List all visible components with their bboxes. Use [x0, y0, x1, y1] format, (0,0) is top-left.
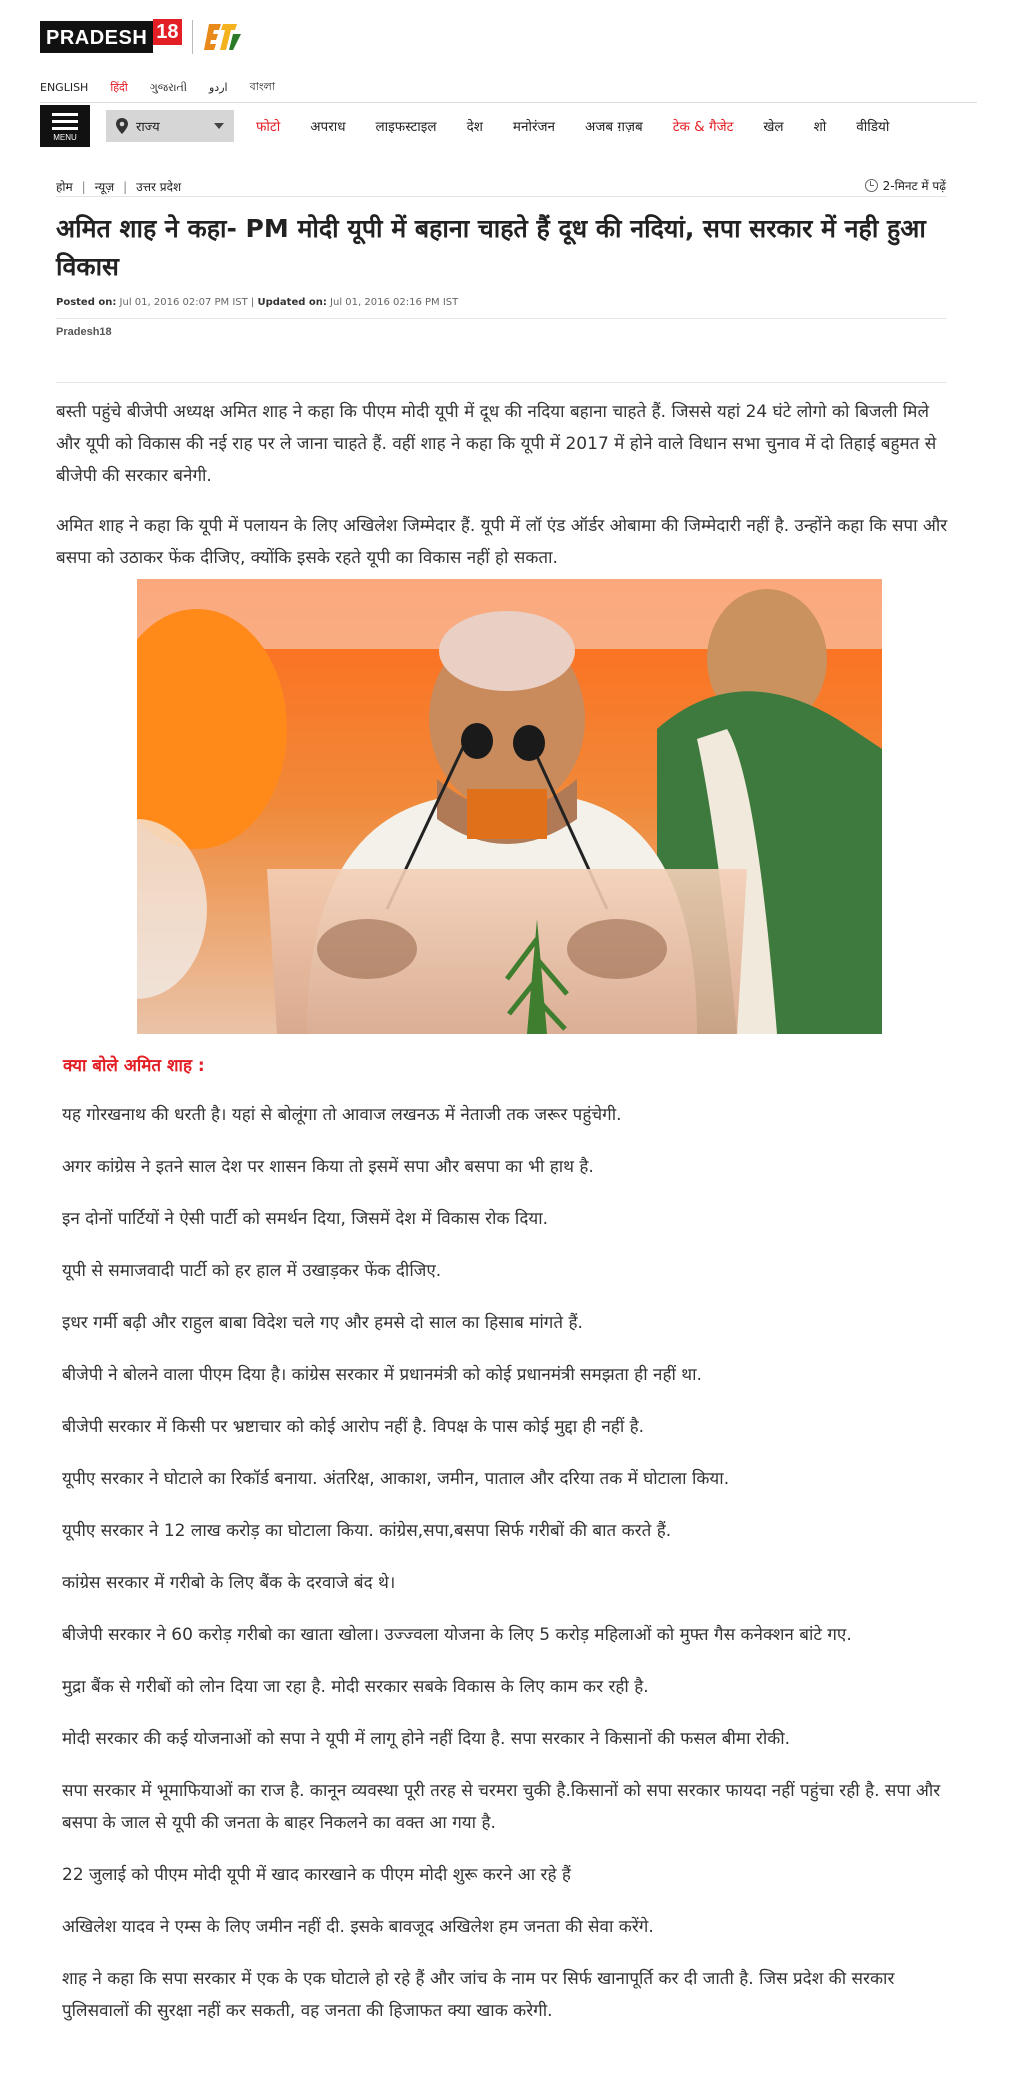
lang-urdu[interactable]: اردو [209, 81, 228, 94]
lang-hindi[interactable]: हिंदी [110, 81, 128, 94]
quote-item: यूपी से समाजवादी पार्टी को हर हाल में उखाड़कर फेंक दीजिए. [62, 1261, 442, 1281]
hamburger-icon-bar [52, 120, 78, 123]
nav-items [256, 117, 919, 135]
breadcrumb [56, 178, 181, 195]
logo-divider [192, 20, 193, 54]
breadcrumb-news[interactable]: न्यूज़ [94, 180, 115, 194]
clock-icon [865, 179, 878, 192]
meta-separator: | [250, 297, 258, 308]
posted-label: Posted on: [56, 297, 117, 308]
state-dropdown-value: राज्य [136, 120, 160, 135]
article-meta [56, 297, 458, 308]
breadcrumb-divider [56, 196, 946, 197]
quote-item: यूपीए सरकार ने 12 लाख करोड़ का घोटाला किया. कांग्रेस,सपा,बसपा सिर्फ गरीबों की बात करते हैं. [62, 1521, 672, 1541]
nav-item-lifestyle[interactable]: लाइफस्टाइल [375, 119, 437, 135]
nav-item-entertainment[interactable]: मनोरंजन [512, 119, 556, 135]
quote-item: अगर कांग्रेस ने इतने साल देश पर शासन किया तो इसमें सपा और बसपा का भी हाथ है. [62, 1157, 594, 1177]
nav-item-crime[interactable]: अपराध [310, 119, 346, 135]
language-switcher [40, 78, 297, 97]
quote-item: इन दोनों पार्टियों ने ऐसी पार्टी को समर्थन दिया, जिसमें देश में विकास रोक दिया. [62, 1209, 549, 1229]
lang-english[interactable]: ENGLISH [40, 81, 89, 94]
quote-item: सपा सरकार में भूमाफियाओं का राज है. कानून व्यवस्था पूरी तरह से चरमरा चुकी है.किसानों को सपा सरकार फायदा नहीं पहुंचा रही है. सपा और बसपा के जाल से यूपी की जनता के बाहर निकलने का वक्त आ गया है. [62, 1781, 941, 1833]
quote-item: शाह ने कहा कि सपा सरकार में एक के एक घोटाले हो रहे हैं और जांच के नाम पर सिर्फ खानापूर्ति कर दी जाती है. जिस प्रदेश की सरकार पुलिसवालों की सुरक्षा नहीं कर सकती, वह जनता की हिजाफत क्या खाक करेगी. [62, 1969, 895, 2021]
nav-item-photo[interactable]: फोटो [256, 119, 281, 135]
posted-date: Jul 01, 2016 02:07 PM IST [119, 297, 248, 308]
breadcrumb-separator: | [123, 179, 128, 194]
nav-item-weird[interactable]: अजब ग़ज़ब [585, 119, 643, 135]
site-logo[interactable] [40, 18, 243, 56]
header-divider [40, 102, 977, 103]
quote-item: बीजेपी सरकार में किसी पर भ्रष्टाचार को कोई आरोप नहीं है. विपक्ष के पास कोई मुद्दा ही नहीं है. [62, 1417, 645, 1437]
quote-item: मुद्रा बैंक से गरीबों को लोन दिया जा रहा है. मोदी सरकार सबके विकास के लिए काम कर रही है. [62, 1677, 649, 1697]
quote-item: कांग्रेस सरकार में गरीबो के लिए बैंक के दरवाजे बंद थे। [62, 1573, 396, 1593]
nav-item-show[interactable]: शो [813, 119, 827, 135]
nav-item-tech[interactable]: टेक & गैजेट [672, 119, 734, 135]
quote-item: अखिलेश यादव ने एम्स के लिए जमीन नहीं दी. इसके बावजूद अखिलेश हम जनता की सेवा करेंगे. [62, 1917, 654, 1937]
breadcrumb-up[interactable]: उत्तर प्रदेश [136, 180, 182, 194]
quote-item: मोदी सरकार की कई योजनाओं को सपा ने यूपी में लागू होने नहीं दिया है. सपा सरकार ने किसानों की फसल बीमा रोकी. [62, 1729, 791, 1749]
quote-item: बीजेपी ने बोलने वाला पीएम दिया है। कांग्रेस सरकार में प्रधानमंत्री को कोई प्रधानमंत्री समझता ही नहीं था. [62, 1365, 702, 1385]
breadcrumb-home[interactable]: होम [56, 180, 73, 194]
quote-item: बीजेपी सरकार ने 60 करोड़ गरीबो का खाता खोला। उज्ज्वला योजना के लिए 5 करोड़ महिलाओं को मुफ्त गैस कनेक्शन बांटे गए. [62, 1625, 852, 1645]
updated-label: Updated on: [257, 297, 327, 308]
article-paragraph: अमित शाह ने कहा कि यूपी में पलायन के लिए अखिलेश जिम्मेदार हैं. यूपी में लॉ एंड ऑर्डर ओबामा की जिम्मेदारी नहीं है. उन्होंने कहा कि सपा और बसपा को उठाकर फेंक दीजिए, क्योंकि इसके रहते यूपी का विकास नहीं हो सकता. [56, 516, 948, 568]
logo-number: 18 [153, 19, 181, 45]
quote-item: इधर गर्मी बढ़ी और राहुल बाबा विदेश चले गए और हमसे दो साल का हिसाब मांगते हैं. [62, 1313, 583, 1333]
nav-item-sports[interactable]: खेल [763, 119, 784, 135]
lang-gujarati[interactable]: ગુજરાતી [149, 80, 187, 94]
location-pin-icon [114, 117, 130, 135]
quote-item: यूपीए सरकार ने घोटाले का रिकॉर्ड बनाया. अंतरिक्ष, आकाश, जमीन, पाताल और दरिया तक में घोटाला किया. [62, 1469, 730, 1489]
quote-item: 22 जुलाई को पीएम मोदी यूपी में खाद कारखाने क पीएम मोदी शुरू करने आ रहे हैं [62, 1865, 571, 1885]
logo-wordmark: PRADESH [40, 21, 153, 53]
read-time [865, 177, 946, 194]
etv-logo-icon [203, 20, 243, 54]
hamburger-icon [52, 113, 78, 116]
breadcrumb-separator: | [81, 179, 86, 194]
byline-divider [56, 382, 946, 383]
main-nav [40, 105, 977, 147]
section-subheading: क्या बोले अमित शाह : [63, 1056, 205, 1076]
menu-button[interactable] [40, 105, 90, 147]
article-photo [137, 579, 882, 1034]
meta-divider [56, 318, 946, 319]
nav-item-video[interactable]: वीडियो [856, 119, 890, 135]
read-time-label: 2-मिनट में पढ़ें [882, 179, 946, 193]
article-byline: Pradesh18 [56, 326, 112, 338]
chevron-down-icon [214, 123, 224, 129]
state-dropdown[interactable] [106, 110, 234, 142]
nav-item-country[interactable]: देश [466, 119, 483, 135]
article-paragraph: बस्ती पहुंचे बीजेपी अध्यक्ष अमित शाह ने कहा कि पीएम मोदी यूपी में दूध की नदिया बहाना चाहते हैं. जिससे यहां 24 घंटे लोगो को बिजली मिले और यूपी को विकास की नई राह पर ले जाना चाहते हैं. वहीं शाह ने कहा कि यूपी में 2017 में होने वाले विधान सभा चुनाव में दो तिहाई बहुमत से बीजेपी की सरकार बनेगी. [56, 402, 937, 486]
article-headline: अमित शाह ने कहा- PM मोदी यूपी में बहाना चाहते हैं दूध की नदियां, सपा सरकार में नही हुआ विकास [56, 214, 926, 281]
hamburger-icon-bar [52, 127, 78, 130]
quote-item: यह गोरखनाथ की धरती है। यहां से बोलूंगा तो आवाज लखनऊ में नेताजी तक जरूर पहुंचेगी. [62, 1105, 622, 1125]
lang-bangla[interactable]: বাংলা [249, 80, 276, 93]
menu-label: MENU [53, 132, 77, 142]
updated-date: Jul 01, 2016 02:16 PM IST [330, 297, 459, 308]
